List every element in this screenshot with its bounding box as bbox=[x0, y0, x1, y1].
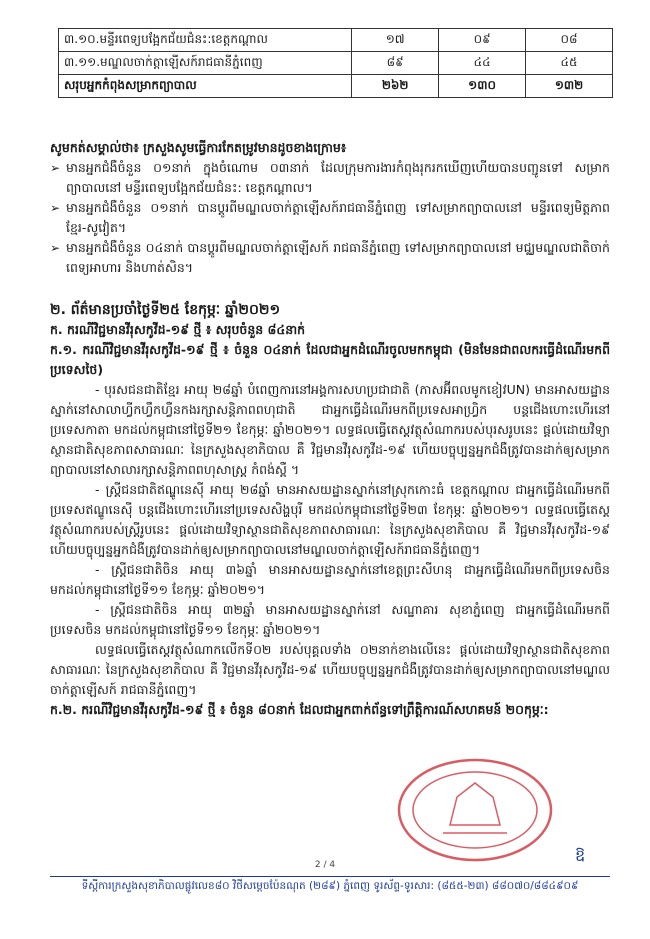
note-bullet bbox=[50, 158, 610, 198]
row-value: ៤៤ bbox=[439, 52, 526, 75]
patients-table bbox=[58, 28, 613, 98]
total-value: ២៦២ bbox=[352, 75, 439, 98]
table-row bbox=[59, 29, 613, 52]
table-total-row bbox=[59, 75, 613, 98]
note-bullet bbox=[50, 198, 610, 238]
section-heading: ២. ព័ត៌មានប្រចាំថ្ងៃទី២៥ ខែកុម្ភៈ ឆ្នាំ២០២១ bbox=[50, 302, 281, 318]
row-value: ០៩ bbox=[439, 29, 526, 52]
table-row bbox=[59, 52, 613, 75]
note-section bbox=[50, 138, 610, 278]
case-paragraph: - ស្ត្រីជនជាតិចិន អាយុ ៣២ឆ្នាំ មានអាសយដ្ឋានស្នាក់នៅ សណ្ឋាគារ សុខាភ្នំពេញ ជាអ្នកធ្វើដំណើរមកពីប្រទេសចិន មកដល់កម្ពុជានៅថ្ងៃទី១១ ខែកុម្ភៈ ឆ្នាំ២០២១។ bbox=[50, 602, 610, 637]
arrow-bullet-icon: ➢ bbox=[50, 161, 61, 175]
total-label: សរុបអ្នកកំពុងសម្រាកព្យាបាល bbox=[59, 75, 352, 98]
note-bullet-text: មានអ្នកជំងឺចំនួន ០១នាក់ បានប្តូរពីមណ្ឌលចាក់ត្តាឡើសក៍រាជធានីភ្នំពេញ ទៅសម្រាកព្យាបាលនៅ មន្ទីរពេទ្យមិត្តភាពខ្មែរ-សូវៀត។ bbox=[66, 200, 610, 235]
total-value: ១៣២ bbox=[526, 75, 613, 98]
total-value: ១៣០ bbox=[439, 75, 526, 98]
note-bullet bbox=[50, 238, 610, 278]
case-paragraph: - ស្ត្រីជនជាតិឥណ្ឌូនេស៊ី អាយុ ២៨ឆ្នាំ មានអាសយដ្ឋានស្នាក់នៅស្រុកកោះធំ ខេត្តកណ្តាល ជាអ្នកធ្វើដំណើរមកពីប្រទេសឥណ្ឌូនេស៊ី បន្តជើងហោះហើរនៅប្រទេសសិង្ហបុរី មកដល់កម្ពុជានៅថ្ងៃទី២៣ ខែកុម្ភៈ ឆ្នាំ២០២១។ លទ្ធផលធ្វើតេស្តវត្ថុសំណាករបស់ស្ត្រីរូបនេះ ផ្តល់ដោយវិទ្យាស្ថានជាតិសុខភាពសាធារណៈ នៃក្រសួងសុខាភិបាល គឺ វិជ្ជមានវីរុសកូវីដ-១៩ ហើយបច្ចុប្បន្នអ្នកជំងឺត្រូវបានដាក់ឲ្យសម្រាកព្យាបាលនៅមណ្ឌលចាក់ត្តាឡើសក៍រាជធានីភ្នំពេញ។ bbox=[50, 482, 610, 557]
row-value: ១៧ bbox=[352, 29, 439, 52]
arrow-bullet-icon: ➢ bbox=[50, 201, 61, 215]
result-paragraph: លទ្ធផលធ្វើតេស្តវត្ថុសំណាកលើកទី០២ របស់បុគ្គលទាំង ០២នាក់ខាងលើនេះ ផ្តល់ដោយវិទ្យាស្ថានជាតិសុខភាពសាធារណៈ នៃក្រសួងសុខាភិបាល គឺ វិជ្ជមានវីរុសកូវីដ-១៩ ហើយបច្ចុប្បន្នអ្នកជំងឺត្រូវបានដាក់ឲ្យសម្រាកព្យាបាលនៅមណ្ឌលចាក់ត្តាឡើសក៍ រាជធានីភ្នំពេញ។ bbox=[50, 642, 610, 697]
row-label: ៣.១១.មណ្ឌលចាក់ត្តាឡើសក៍រាជធានីភ្នំពេញ bbox=[59, 52, 352, 75]
subsection-heading: ក. ករណីវិជ្ជមានវីរុសកូវីដ-១៩ ថ្មី ៖ សរុបចំនួន ៨៤នាក់ bbox=[50, 322, 306, 337]
signature: ឱ bbox=[575, 846, 586, 865]
arrow-bullet-icon: ➢ bbox=[50, 241, 61, 255]
row-value: ៤៥ bbox=[526, 52, 613, 75]
case-paragraph: - បុរសជនជាតិខ្មែរ អាយុ ២៨ឆ្នាំ បំពេញការនៅអង្គការសហប្រជាជាតិ (ភាសអ៊ីពលមូកខៀវUN) មានអាសយដ្ឋានស្នាក់នៅសាលាហ្វីកហ្វឹកហ្វឺនកងរក្សាសន្តិភាពពហុជាតិ ជាអ្នកធ្វើដំណើរមកពីប្រទេសអាហ្វ្រិក បន្តជើងហោះហើរនៅប្រទេសកាតា មកដល់កម្ពុជានៅថ្ងៃទី២១ ខែកុម្ភៈ ឆ្នាំ២០២១។ លទ្ធផលធ្វើតេស្តវត្ថុសំណាករបស់បុរសរូបនេះ ផ្តល់ដោយវិទ្យាស្ថានជាតិសុខភាពសាធារណៈ នៃក្រសួងសុខាភិបាល គឺ វិជ្ជមានវីរុសកូវីដ-១៩ ហើយបច្ចុប្បន្នអ្នកជំងឺត្រូវបានដាក់ឲ្យសម្រាកព្យាបាលនៅសាលារក្សាសន្តិភាពពហុសាស្ត្រ កំពង់ស្ពឺ ។ bbox=[50, 382, 610, 477]
note-heading: សូមកត់សម្គាល់ថា៖ ក្រសួងសូមធ្វើការកែតម្រូវមានដូចខាងក្រោម៖ bbox=[50, 140, 347, 155]
row-label: ៣.១០.មន្ទីរពេទ្យបង្អែកជ័យជំនះ:ខេត្តកណ្តាល bbox=[59, 29, 352, 52]
case-paragraph: - ស្ត្រីជនជាតិចិន អាយុ ៣៦ឆ្នាំ មានអាសយដ្ឋានស្នាក់នៅខេត្តព្រះសីហនុ ជាអ្នកធ្វើដំណើរមកពីប្រទេសចិន មកដល់កម្ពុជានៅថ្ងៃទី១១ ខែកុម្ភៈ ឆ្នាំ២០២១។ bbox=[50, 562, 610, 597]
footer-divider bbox=[50, 876, 610, 877]
official-stamp bbox=[395, 755, 555, 865]
note-bullet-text: មានអ្នកជំងឺចំនួន ០១នាក់ ក្នុងចំណោម ០៣នាក់ ដែលក្រុមការងារកំពុងរុករកឃើញហើយបានបញ្ជូនទៅ សម្រាកព្យាបាលនៅ មន្ទីរពេទ្យបង្អែកជ័យជំនះ: ខេត្តកណ្តាល។ bbox=[66, 160, 610, 195]
footer-address: ទីស្តីការក្រសួងសុខាភិបាលផ្លូវលេខ៨០ វិថីសម្តេចប៉ែនណុត (២៨៩) ភ្នំពេញ ទូរស័ព្ទ-ទូរសារ: (៨៥៥-២៣) ៨៨០៧០/៨៨៤៩០៩ bbox=[81, 880, 579, 892]
subsection-heading: ក.១. ករណីវិជ្ជមានវីរុសកូវីដ-១៩ ថ្មី ៖ ចំនួន ០៤នាក់ ដែលជាអ្នកដំណើរចូលមកកម្ពុជា (មិនមែនជាពលករធ្វើដំណើរមកពីប្រទេសថៃ) bbox=[50, 342, 610, 377]
subsection-heading: ក.២. ករណីវិជ្ជមានវីរុសកូវីដ-១៩ ថ្មី ៖ ចំនួន ៨០នាក់ ដែលជាអ្នកពាក់ព័ន្ធទៅព្រឹត្តិការណ៍សហគមន៍ ២០កុម្ភៈ: bbox=[50, 702, 549, 717]
row-value: ៨៩ bbox=[352, 52, 439, 75]
note-bullet-text: មានអ្នកជំងឺចំនួន ០៤នាក់ បានប្តូរពីមណ្ឌលចាក់ត្តាឡើសក៍ រាជធានីភ្នំពេញ ទៅសម្រាកព្យាបាលនៅ មជ្ឈមណ្ឌលជាតិចាក់ពេទ្យអាហារ និងហាត់សិន។ bbox=[66, 240, 610, 275]
section-2 bbox=[50, 300, 610, 720]
page-number: 2 / 4 bbox=[314, 860, 336, 870]
row-value: ០៨ bbox=[526, 29, 613, 52]
